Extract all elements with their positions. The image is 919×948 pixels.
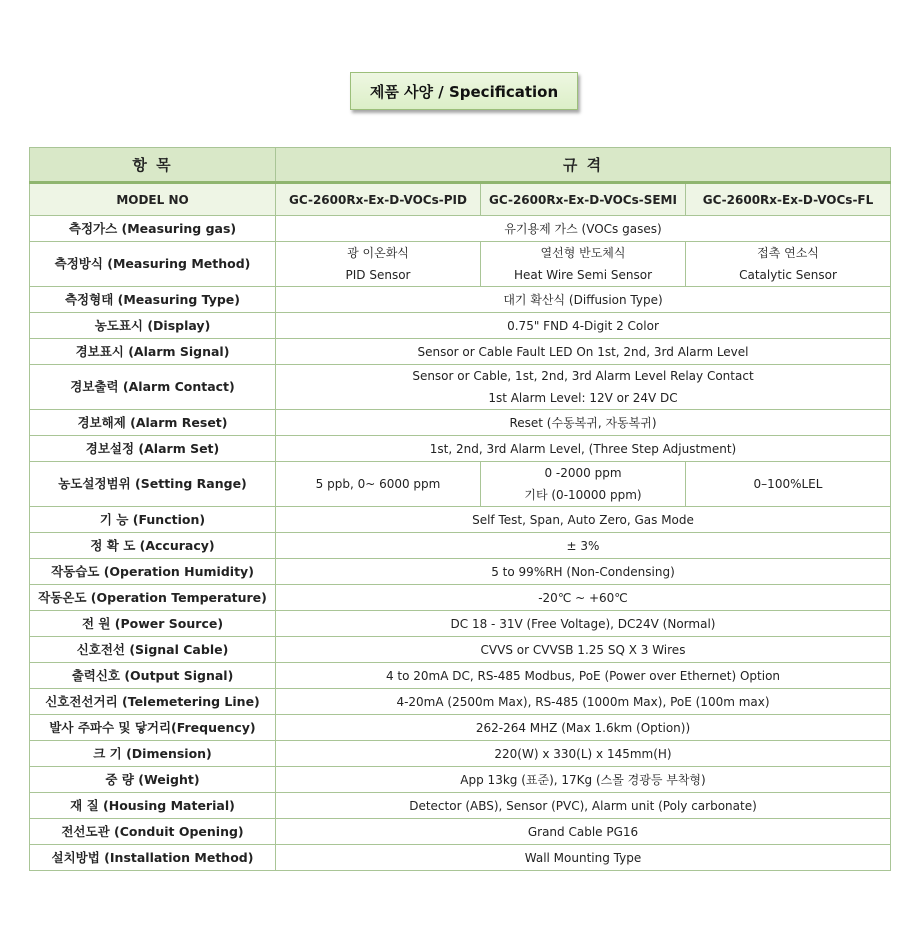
row-label: 작동습도 (Operation Humidity)	[30, 559, 276, 585]
page-title: 제품 사양 / Specification	[350, 72, 578, 110]
method-fl-ko: 접촉 연소식	[757, 246, 819, 260]
table-row	[30, 663, 891, 689]
table-row	[30, 819, 891, 845]
table-row	[30, 365, 891, 410]
row-value: Grand Cable PG16	[276, 819, 891, 845]
table-row	[30, 507, 891, 533]
table-row	[30, 741, 891, 767]
range-semi	[481, 462, 686, 507]
table-row	[30, 793, 891, 819]
row-value: 4 to 20mA DC, RS-485 Modbus, PoE (Power over Ethernet) Option	[276, 663, 891, 689]
model-semi: GC-2600Rx-Ex-D-VOCs-SEMI	[481, 183, 686, 216]
row-label: 전 원 (Power Source)	[30, 611, 276, 637]
row-label: 신호전선 (Signal Cable)	[30, 637, 276, 663]
method-pid-ko: 광 이온화식	[347, 246, 409, 260]
specification-table	[29, 147, 891, 871]
method-semi-ko: 열선형 반도체식	[540, 246, 626, 260]
row-value: 유기용제 가스 (VOCs gases)	[276, 216, 891, 242]
row-label: 측정방식 (Measuring Method)	[30, 242, 276, 287]
table-row	[30, 287, 891, 313]
table-row	[30, 611, 891, 637]
row-label: 작동온도 (Operation Temperature)	[30, 585, 276, 611]
table-row	[30, 436, 891, 462]
model-fl: GC-2600Rx-Ex-D-VOCs-FL	[686, 183, 891, 216]
row-label: 재 질 (Housing Material)	[30, 793, 276, 819]
row-value: App 13kg (표준), 17Kg (스몰 경광등 부착형)	[276, 767, 891, 793]
row-label: 측정가스 (Measuring gas)	[30, 216, 276, 242]
method-fl-en: Catalytic Sensor	[739, 268, 837, 282]
table-row	[30, 559, 891, 585]
table-row	[30, 410, 891, 436]
header-item: 항 목	[30, 148, 276, 183]
row-value: 4-20mA (2500m Max), RS-485 (1000m Max), PoE (100m max)	[276, 689, 891, 715]
model-label: MODEL NO	[30, 183, 276, 216]
row-label: 전선도관 (Conduit Opening)	[30, 819, 276, 845]
row-value: 5 to 99%RH (Non-Condensing)	[276, 559, 891, 585]
row-label: 기 능 (Function)	[30, 507, 276, 533]
table-row	[30, 585, 891, 611]
row-value: CVVS or CVVSB 1.25 SQ X 3 Wires	[276, 637, 891, 663]
row-label: 경보설정 (Alarm Set)	[30, 436, 276, 462]
table-row	[30, 689, 891, 715]
row-label: 경보출력 (Alarm Contact)	[30, 365, 276, 410]
table-header-row	[30, 148, 891, 183]
row-label: 중 량 (Weight)	[30, 767, 276, 793]
table-row	[30, 845, 891, 871]
row-value: Sensor or Cable Fault LED On 1st, 2nd, 3rd Alarm Level	[276, 339, 891, 365]
row-value: 0.75" FND 4-Digit 2 Color	[276, 313, 891, 339]
range-semi-line2: 기타 (0-10000 ppm)	[524, 488, 642, 502]
alarm-contact-line1: Sensor or Cable, 1st, 2nd, 3rd Alarm Level Relay Contact	[412, 369, 754, 383]
row-label: 경보표시 (Alarm Signal)	[30, 339, 276, 365]
table-row	[30, 767, 891, 793]
method-semi-en: Heat Wire Semi Sensor	[513, 268, 653, 282]
row-value: 262-264 MHZ (Max 1.6km (Option))	[276, 715, 891, 741]
header-spec: 규 격	[276, 148, 891, 183]
row-label: 발사 주파수 및 닿거리(Frequency)	[30, 715, 276, 741]
row-label: 정 확 도 (Accuracy)	[30, 533, 276, 559]
row-label: 농도설정범위 (Setting Range)	[30, 462, 276, 507]
table-row	[30, 313, 891, 339]
method-pid	[276, 242, 481, 287]
row-value: ± 3%	[276, 533, 891, 559]
row-value: Wall Mounting Type	[276, 845, 891, 871]
table-row	[30, 533, 891, 559]
model-row	[30, 183, 891, 216]
row-label: 농도표시 (Display)	[30, 313, 276, 339]
alarm-contact-line2: 1st Alarm Level: 12V or 24V DC	[488, 391, 678, 405]
row-value: Reset (수동복귀, 자동복귀)	[276, 410, 891, 436]
range-semi-line1: 0 -2000 ppm	[544, 466, 622, 480]
row-value: 1st, 2nd, 3rd Alarm Level, (Three Step Adjustment)	[276, 436, 891, 462]
method-semi	[481, 242, 686, 287]
table-row	[30, 637, 891, 663]
table-row	[30, 242, 891, 287]
row-value: Detector (ABS), Sensor (PVC), Alarm unit (Poly carbonate)	[276, 793, 891, 819]
row-label: 경보해제 (Alarm Reset)	[30, 410, 276, 436]
row-value: -20℃ ~ +60℃	[276, 585, 891, 611]
method-pid-en: PID Sensor	[345, 268, 411, 282]
table-row	[30, 715, 891, 741]
row-label: 설치방법 (Installation Method)	[30, 845, 276, 871]
row-value: DC 18 - 31V (Free Voltage), DC24V (Normal)	[276, 611, 891, 637]
row-label: 크 기 (Dimension)	[30, 741, 276, 767]
row-label: 출력신호 (Output Signal)	[30, 663, 276, 689]
row-value	[276, 365, 891, 410]
row-value: 220(W) x 330(L) x 145mm(H)	[276, 741, 891, 767]
range-pid: 5 ppb, 0~ 6000 ppm	[276, 462, 481, 507]
row-value: Self Test, Span, Auto Zero, Gas Mode	[276, 507, 891, 533]
row-value: 대기 확산식 (Diffusion Type)	[276, 287, 891, 313]
row-label: 측정형태 (Measuring Type)	[30, 287, 276, 313]
range-fl: 0–100%LEL	[686, 462, 891, 507]
method-fl	[686, 242, 891, 287]
row-label: 신호전선거리 (Telemetering Line)	[30, 689, 276, 715]
model-pid: GC-2600Rx-Ex-D-VOCs-PID	[276, 183, 481, 216]
table-row	[30, 339, 891, 365]
table-row	[30, 216, 891, 242]
table-row	[30, 462, 891, 507]
